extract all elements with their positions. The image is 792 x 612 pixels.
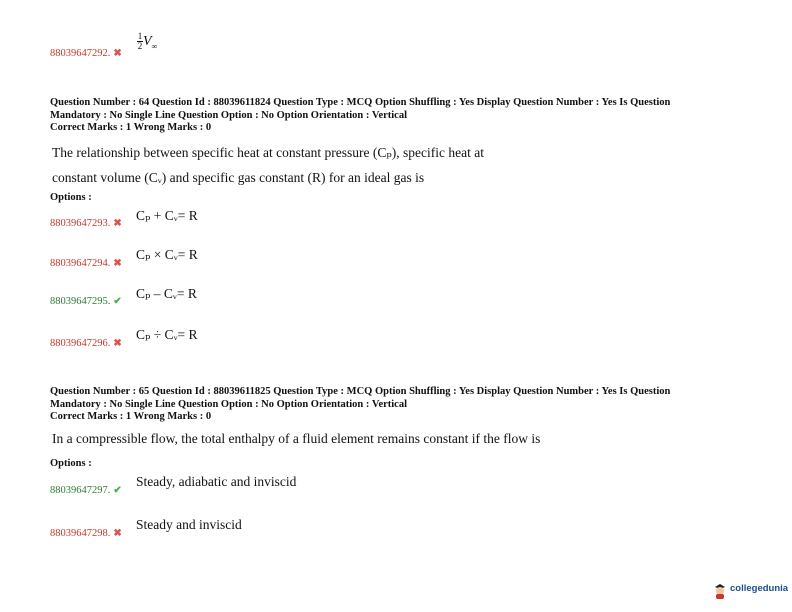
option-id: 88039647296. ✖: [50, 338, 122, 349]
option-answer: Steady, adiabatic and inviscid: [136, 474, 297, 489]
cross-icon: ✖: [113, 338, 122, 349]
cross-icon: ✖: [113, 528, 122, 539]
collegedunia-logo: collegedunia: [712, 582, 788, 600]
mascot-icon: [712, 582, 728, 600]
cross-icon: ✖: [113, 258, 122, 269]
options-label: Options :: [50, 458, 92, 469]
option-id: 88039647293. ✖: [50, 218, 122, 229]
question-meta: Question Number : 64 Question Id : 88039611824 Question Type : MCQ Option Shuffling : Yes Display Question Number : Yes Is Question Mandatory : No Single Line Question Option : No Option Orientation : Vertical Correct Marks : 1 Wrong Marks : 0: [50, 97, 671, 133]
check-icon: ✔: [113, 296, 122, 307]
cross-icon: ✖: [113, 218, 122, 229]
option-id: 88039647294. ✖: [50, 258, 122, 269]
option-formula: Cₚ – Cᵥ= R: [136, 286, 197, 301]
options-label: Options :: [50, 192, 92, 203]
option-formula: Cₚ × Cᵥ= R: [136, 247, 198, 262]
option-answer: Steady and inviscid: [136, 517, 242, 532]
option-id: 88039647295. ✔: [50, 296, 122, 307]
fraction: $\frac{1}{2}$: [137, 31, 143, 51]
question-text: constant volume (Cᵥ) and specific gas constant (R) for an ideal gas is: [52, 170, 425, 185]
option-formula: Cₚ + Cᵥ= R: [136, 208, 198, 223]
option-id: 88039647292. ✖: [50, 48, 122, 59]
question-text: In a compressible flow, the total enthalpy of a fluid element remains constant if the flow is: [52, 431, 541, 446]
option-formula: $\frac{1}{2}$ $V_\infty$: [137, 31, 158, 51]
check-icon: ✔: [113, 485, 122, 496]
option-id: 88039647297. ✔: [50, 485, 122, 496]
option-id: 88039647298. ✖: [50, 528, 122, 539]
question-text: The relationship between specific heat at constant pressure (Cₚ), specific heat at: [52, 145, 484, 160]
question-meta: Question Number : 65 Question Id : 88039611825 Question Type : MCQ Option Shuffling : Yes Display Question Number : Yes Is Question Mandatory : No Single Line Question Option : No Option Orientation : Vertical Correct Marks : 1 Wrong Marks : 0: [50, 386, 671, 422]
option-formula: Cₚ ÷ Cᵥ= R: [136, 327, 198, 342]
cross-icon: ✖: [113, 48, 122, 59]
